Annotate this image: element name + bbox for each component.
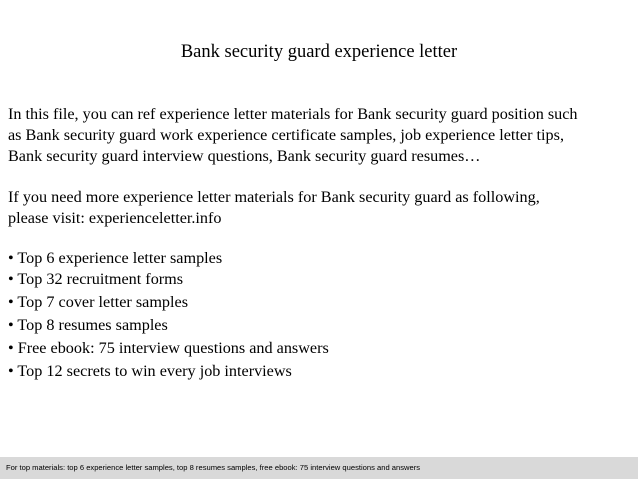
list-item: • Free ebook: 75 interview questions and answers xyxy=(8,339,329,357)
list-item: • Top 32 recruitment forms xyxy=(8,270,184,288)
more-line: If you need more experience letter materials for Bank security guard as following, xyxy=(8,188,540,206)
list-item: • Top 8 resumes samples xyxy=(8,316,168,334)
intro-line: Bank security guard interview questions, Bank security guard resumes… xyxy=(8,147,481,165)
materials-list xyxy=(8,248,634,382)
intro-line: as Bank security guard work experience certificate samples, job experience letter tips, xyxy=(8,126,564,144)
intro-paragraph xyxy=(8,104,634,167)
list-item: • Top 6 experience letter samples xyxy=(8,249,223,267)
page-title: Bank security guard experience letter xyxy=(180,42,458,62)
intro-line: In this file, you can ref experience letter materials for Bank security guard position such xyxy=(8,105,578,123)
more-materials-paragraph xyxy=(8,187,634,229)
footer-bar: For top materials: top 6 experience letter samples, top 8 resumes samples, free ebook: 75 interview questions and answers xyxy=(0,457,638,479)
list-item: • Top 7 cover letter samples xyxy=(8,293,188,311)
more-line-with-link[interactable]: please visit: experienceletter.info xyxy=(8,209,222,227)
list-item: • Top 12 secrets to win every job interviews xyxy=(8,362,292,380)
